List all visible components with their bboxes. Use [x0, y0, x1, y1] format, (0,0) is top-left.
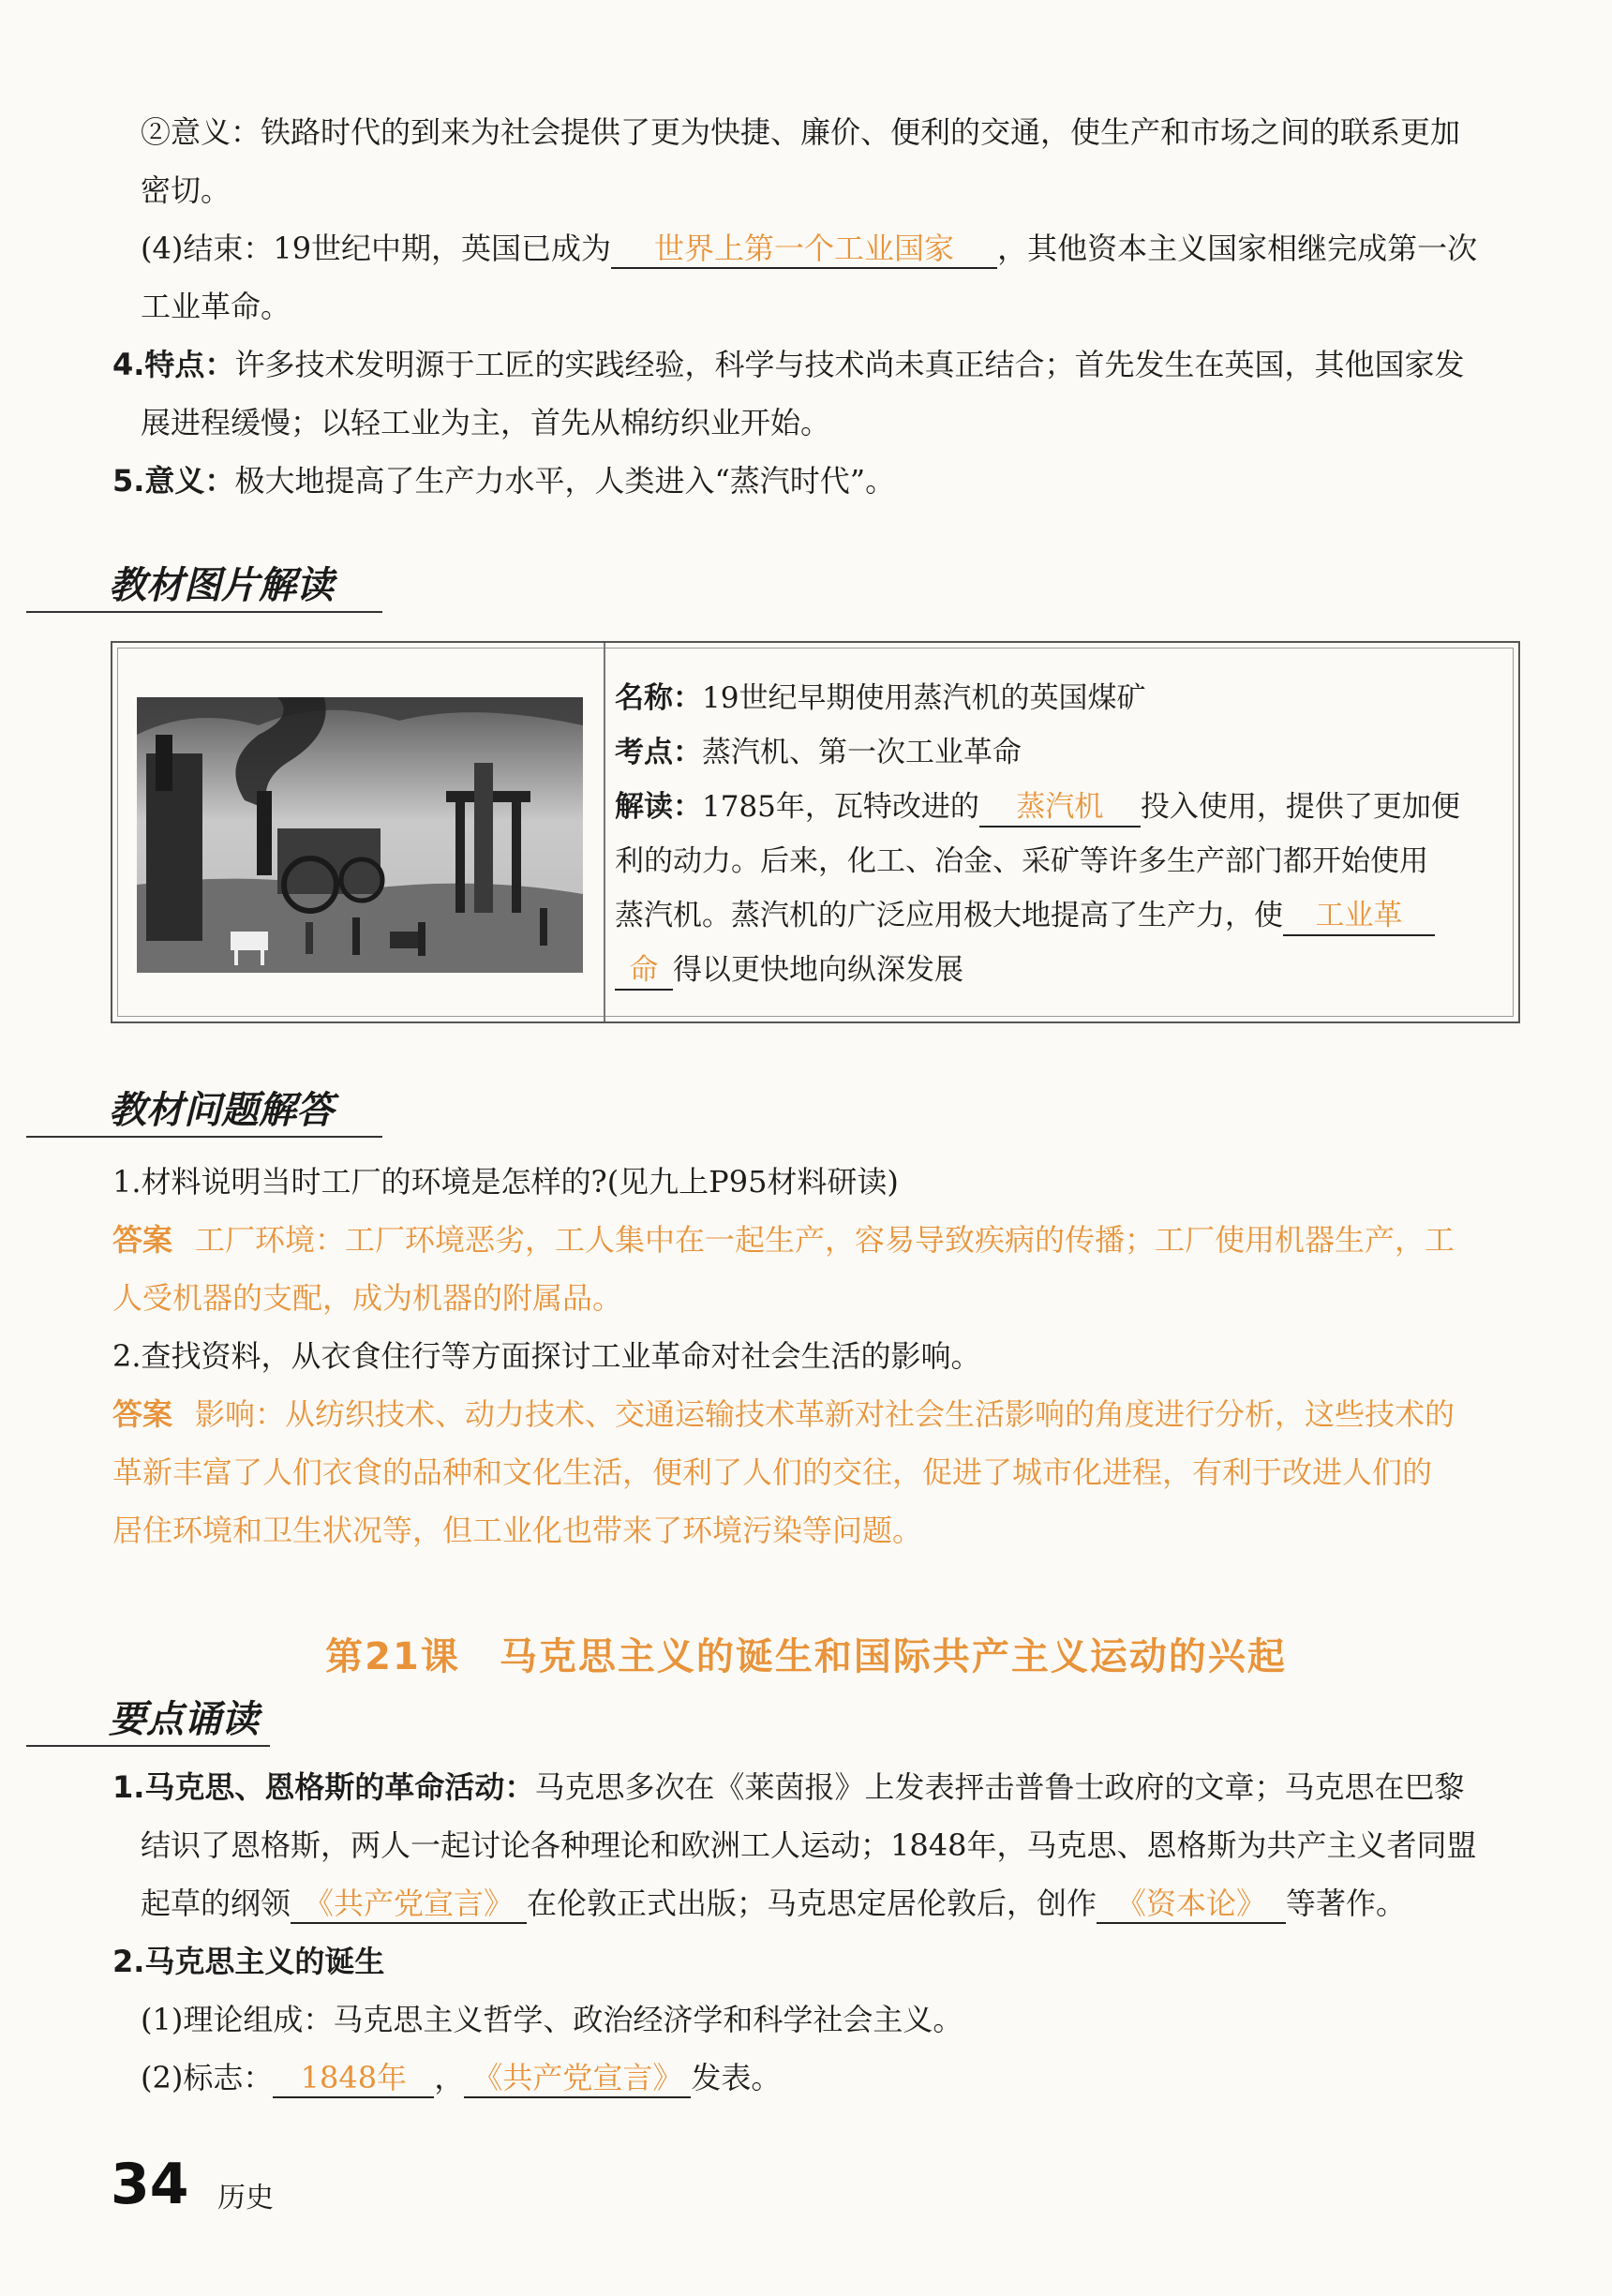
- answer-1-tag: 答案: [112, 1222, 173, 1258]
- industrial-revolution-blank-a: 工业革: [1283, 897, 1435, 936]
- features-line-cont: 展进程缓慢；以轻工业为主，首先从棉纺织业开始。: [141, 405, 831, 440]
- significance-text: 极大地提高了生产力水平，人类进入“蒸汽时代”。: [234, 463, 896, 499]
- figure-section-title: 教材图片解读: [109, 564, 334, 607]
- birth-marker: [141, 2049, 1537, 2107]
- answer-1-text: 工厂环境：工厂环境恶劣，工人集中在一起生产，容易导致疾病的传播；工厂使用机器生产，工: [195, 1222, 1455, 1258]
- theory-components: (1)理论组成：马克思主义哲学、政治经济学和科学社会主义。: [141, 2002, 963, 2037]
- figure-section-heading: [26, 553, 382, 613]
- figure-reading-pre: 1785年，瓦特改进的: [702, 790, 979, 824]
- figure-name-label: 名称：: [615, 681, 702, 715]
- answer-2-cont1: 革新丰富了人们衣食的品种和文化生活，便利了人们的交往，促进了城市化进程，有利于改进人们的: [112, 1454, 1433, 1490]
- figure-point-line: [615, 725, 1505, 780]
- figure-point-text: 蒸汽机、第一次工业革命: [702, 736, 1022, 769]
- activities-line2: 结识了恩格斯，两人一起讨论各种理论和欧洲工人运动；1848年，马克思、恩格斯为共产主义者同盟: [141, 1827, 1477, 1863]
- figure-name-text: 19世纪早期使用蒸汽机的英国煤矿: [702, 681, 1146, 715]
- question-2: 2.查找资料，从衣食住行等方面探讨工业革命对社会生活的影响。: [112, 1338, 981, 1374]
- figure-point-label: 考点：: [615, 736, 702, 769]
- figure-box: [111, 641, 1520, 1023]
- significance-line-cont: 密切。: [141, 172, 231, 208]
- birth-marker-pre: (2)标志：: [141, 2060, 274, 2095]
- figure-divider: [604, 643, 605, 1021]
- activities-text: 马克思多次在《莱茵报》上发表抨击普鲁士政府的文章；马克思在巴黎: [534, 1769, 1465, 1805]
- figure-reading-post: 投入使用，提供了更加便: [1140, 790, 1460, 824]
- manifesto-blank: 《共产党宣言》: [291, 1885, 527, 1924]
- activities-label: 1.马克思、恩格斯的革命活动：: [112, 1769, 535, 1805]
- birth-heading: 2.马克思主义的诞生: [112, 1944, 385, 1979]
- activities-line3: [141, 1874, 1537, 1932]
- figure-reading-line2: 利的动力。后来，化工、冶金、采矿等许多生产部门都开始使用: [615, 844, 1428, 878]
- answer-1: [112, 1211, 1537, 1269]
- industrial-revolution-blank-b: 命: [615, 951, 673, 991]
- figure-reading-line3: [615, 888, 1505, 943]
- answer-2-text: 影响：从纺织技术、动力技术、交通运输技术革新对社会生活影响的角度进行分析，这些技术的: [195, 1396, 1455, 1432]
- significance-line: ②意义：铁路时代的到来为社会提供了更为快捷、廉价、便利的交通，使生产和市场之间的联系更加: [141, 114, 1461, 150]
- end-answer-blank: 世界上第一个工业国家: [611, 230, 997, 269]
- lesson-title: 第21课 马克思主义的诞生和国际共产主义运动的兴起: [325, 1635, 1287, 1678]
- birth-marker-sep: ，: [434, 2060, 465, 2095]
- answer-1-cont: 人受机器的支配，成为机器的附属品。: [112, 1280, 623, 1316]
- keypoints-section-title: 要点诵读: [109, 1698, 259, 1741]
- capital-blank: 《资本论》: [1097, 1885, 1286, 1924]
- answer-2-cont2: 居住环境和卫生状况等，但工业化也带来了环境污染等问题。: [112, 1513, 923, 1548]
- end-line: [141, 219, 1565, 277]
- figure-reading-line3-pre: 蒸汽机。蒸汽机的广泛应用极大地提高了生产力，使: [615, 899, 1283, 932]
- coal-mine-engraving-image: [137, 697, 583, 973]
- activities-line3-mid: 在伦敦正式出版；马克思定居伦敦后，创作: [527, 1886, 1097, 1921]
- significance-point: [112, 452, 1537, 510]
- features-label: 4.特点：: [112, 347, 235, 382]
- qa-section-title: 教材问题解答: [109, 1089, 334, 1132]
- subject-label: 历史: [217, 2182, 274, 2214]
- year-blank: 1848年: [273, 2059, 434, 2098]
- end-post: ，其他资本主义国家相继完成第一次: [997, 231, 1478, 266]
- features-text: 许多技术发明源于工匠的实践经验，科学与技术尚未真正结合；首先发生在英国，其他国家发: [234, 347, 1465, 382]
- features-line: [112, 335, 1537, 394]
- figure-reading-line4: [615, 943, 1505, 997]
- end-pre: (4)结束：19世纪中期，英国已成为: [141, 231, 612, 266]
- question-1: 1.材料说明当时工厂的环境是怎样的?(见九上P95材料研读): [112, 1164, 899, 1200]
- answer-2: [112, 1385, 1537, 1443]
- qa-section-heading: [26, 1078, 382, 1138]
- page-number: 34: [111, 2152, 189, 2217]
- figure-reading-line4-post: 得以更快地向纵深发展: [673, 953, 963, 987]
- significance-label: 5.意义：: [112, 463, 235, 499]
- activities-line: [112, 1758, 1537, 1816]
- end-line-cont: 工业革命。: [141, 289, 291, 324]
- answer-2-tag: 答案: [112, 1396, 173, 1432]
- birth-marker-post: 发表。: [691, 2060, 782, 2095]
- figure-name-line: [615, 671, 1505, 725]
- figure-reading-label: 解读：: [615, 790, 702, 824]
- activities-line3-pre: 起草的纲领: [141, 1886, 291, 1921]
- activities-line3-post: 等著作。: [1286, 1886, 1407, 1921]
- keypoints-section-heading: [26, 1687, 270, 1747]
- figure-reading-line: [615, 780, 1505, 834]
- manifesto-blank-2: 《共产党宣言》: [464, 2059, 691, 2098]
- steam-engine-blank: 蒸汽机: [979, 788, 1141, 827]
